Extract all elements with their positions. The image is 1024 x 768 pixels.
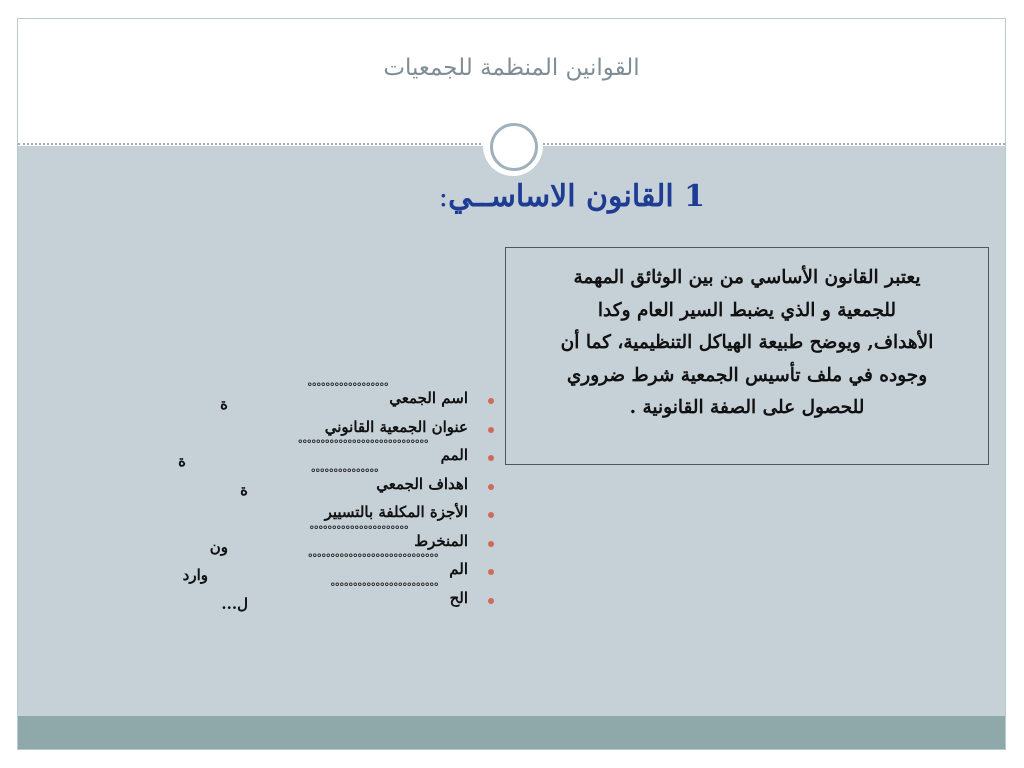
description-line: يعتبر القانون الأساسي من بين الوثائق المهمة xyxy=(573,267,921,288)
list-item-label: المنخرط xyxy=(414,531,468,550)
bullet-icon xyxy=(488,398,494,404)
list-item-dots: °°°°°°°°°°°°°°°°°°°°°° xyxy=(309,523,408,537)
bullet-list xyxy=(168,381,498,615)
list-item-label: الم xyxy=(449,560,468,578)
list-item-dots: °°°°°°°°°°°°°°°°°°°°°°°° xyxy=(330,580,438,594)
section-heading-text: القانون الاساســي xyxy=(448,179,674,214)
bullet-icon xyxy=(488,569,494,575)
bullet-icon xyxy=(488,455,494,461)
list-item-tail: وارد xyxy=(182,566,208,584)
circle-ring-icon xyxy=(490,123,538,171)
list-item-label: اهداف الجمعي xyxy=(376,474,468,493)
bullet-icon xyxy=(488,541,494,547)
list-item xyxy=(168,466,498,502)
list-item-tail: ة xyxy=(178,452,186,470)
description-line: وجوده في ملف تأسيس الجمعية شرط ضروري xyxy=(566,364,928,386)
bullet-icon xyxy=(488,598,494,604)
description-line: الأهداف, ويوضح طبيعة الهياكل التنظيمية، كما أن xyxy=(560,332,934,353)
description-line: للحصول على الصفة القانونية . xyxy=(629,397,865,418)
list-item-label: عنوان الجمعية القانوني xyxy=(324,417,468,436)
bullet-icon xyxy=(488,484,494,490)
list-item-tail: ون xyxy=(209,537,228,556)
list-item-dots: °°°°°°°°°°°°°°°°°°°°°°°°°°°°° xyxy=(297,438,428,451)
description-line: للجمعية و الذي يضبط السير العام وكدا xyxy=(597,299,897,321)
list-item-tail: ة xyxy=(220,395,228,413)
slide xyxy=(17,18,1006,750)
slide-footer-band xyxy=(18,716,1005,750)
list-item-label: اسم الجمعي xyxy=(389,389,468,407)
list-item-tail: ة xyxy=(240,480,248,499)
list-item xyxy=(168,580,498,616)
list-item-dots: °°°°°°°°°°°°°°° xyxy=(310,466,378,480)
section-number: 1 xyxy=(684,179,705,214)
section-heading xyxy=(439,179,705,214)
list-item-tail: ل... xyxy=(221,594,248,613)
list-item-dots: °°°°°°°°°°°°°°°°°° xyxy=(307,381,388,394)
bullet-icon xyxy=(488,427,494,433)
list-item-label: المم xyxy=(440,446,468,464)
slide-title: القوانين المنظمة للجمعيات xyxy=(383,55,640,81)
section-heading-colon: : xyxy=(438,180,449,213)
list-item xyxy=(168,381,498,416)
list-item-label: الأجزة المكلفة بالتسيير xyxy=(324,503,468,521)
list-item-dots: °°°°°°°°°°°°°°°°°°°°°°°°°°°°° xyxy=(307,552,438,565)
list-item-label: الح xyxy=(449,588,468,607)
bullet-icon xyxy=(488,512,494,518)
description-box xyxy=(505,247,989,465)
